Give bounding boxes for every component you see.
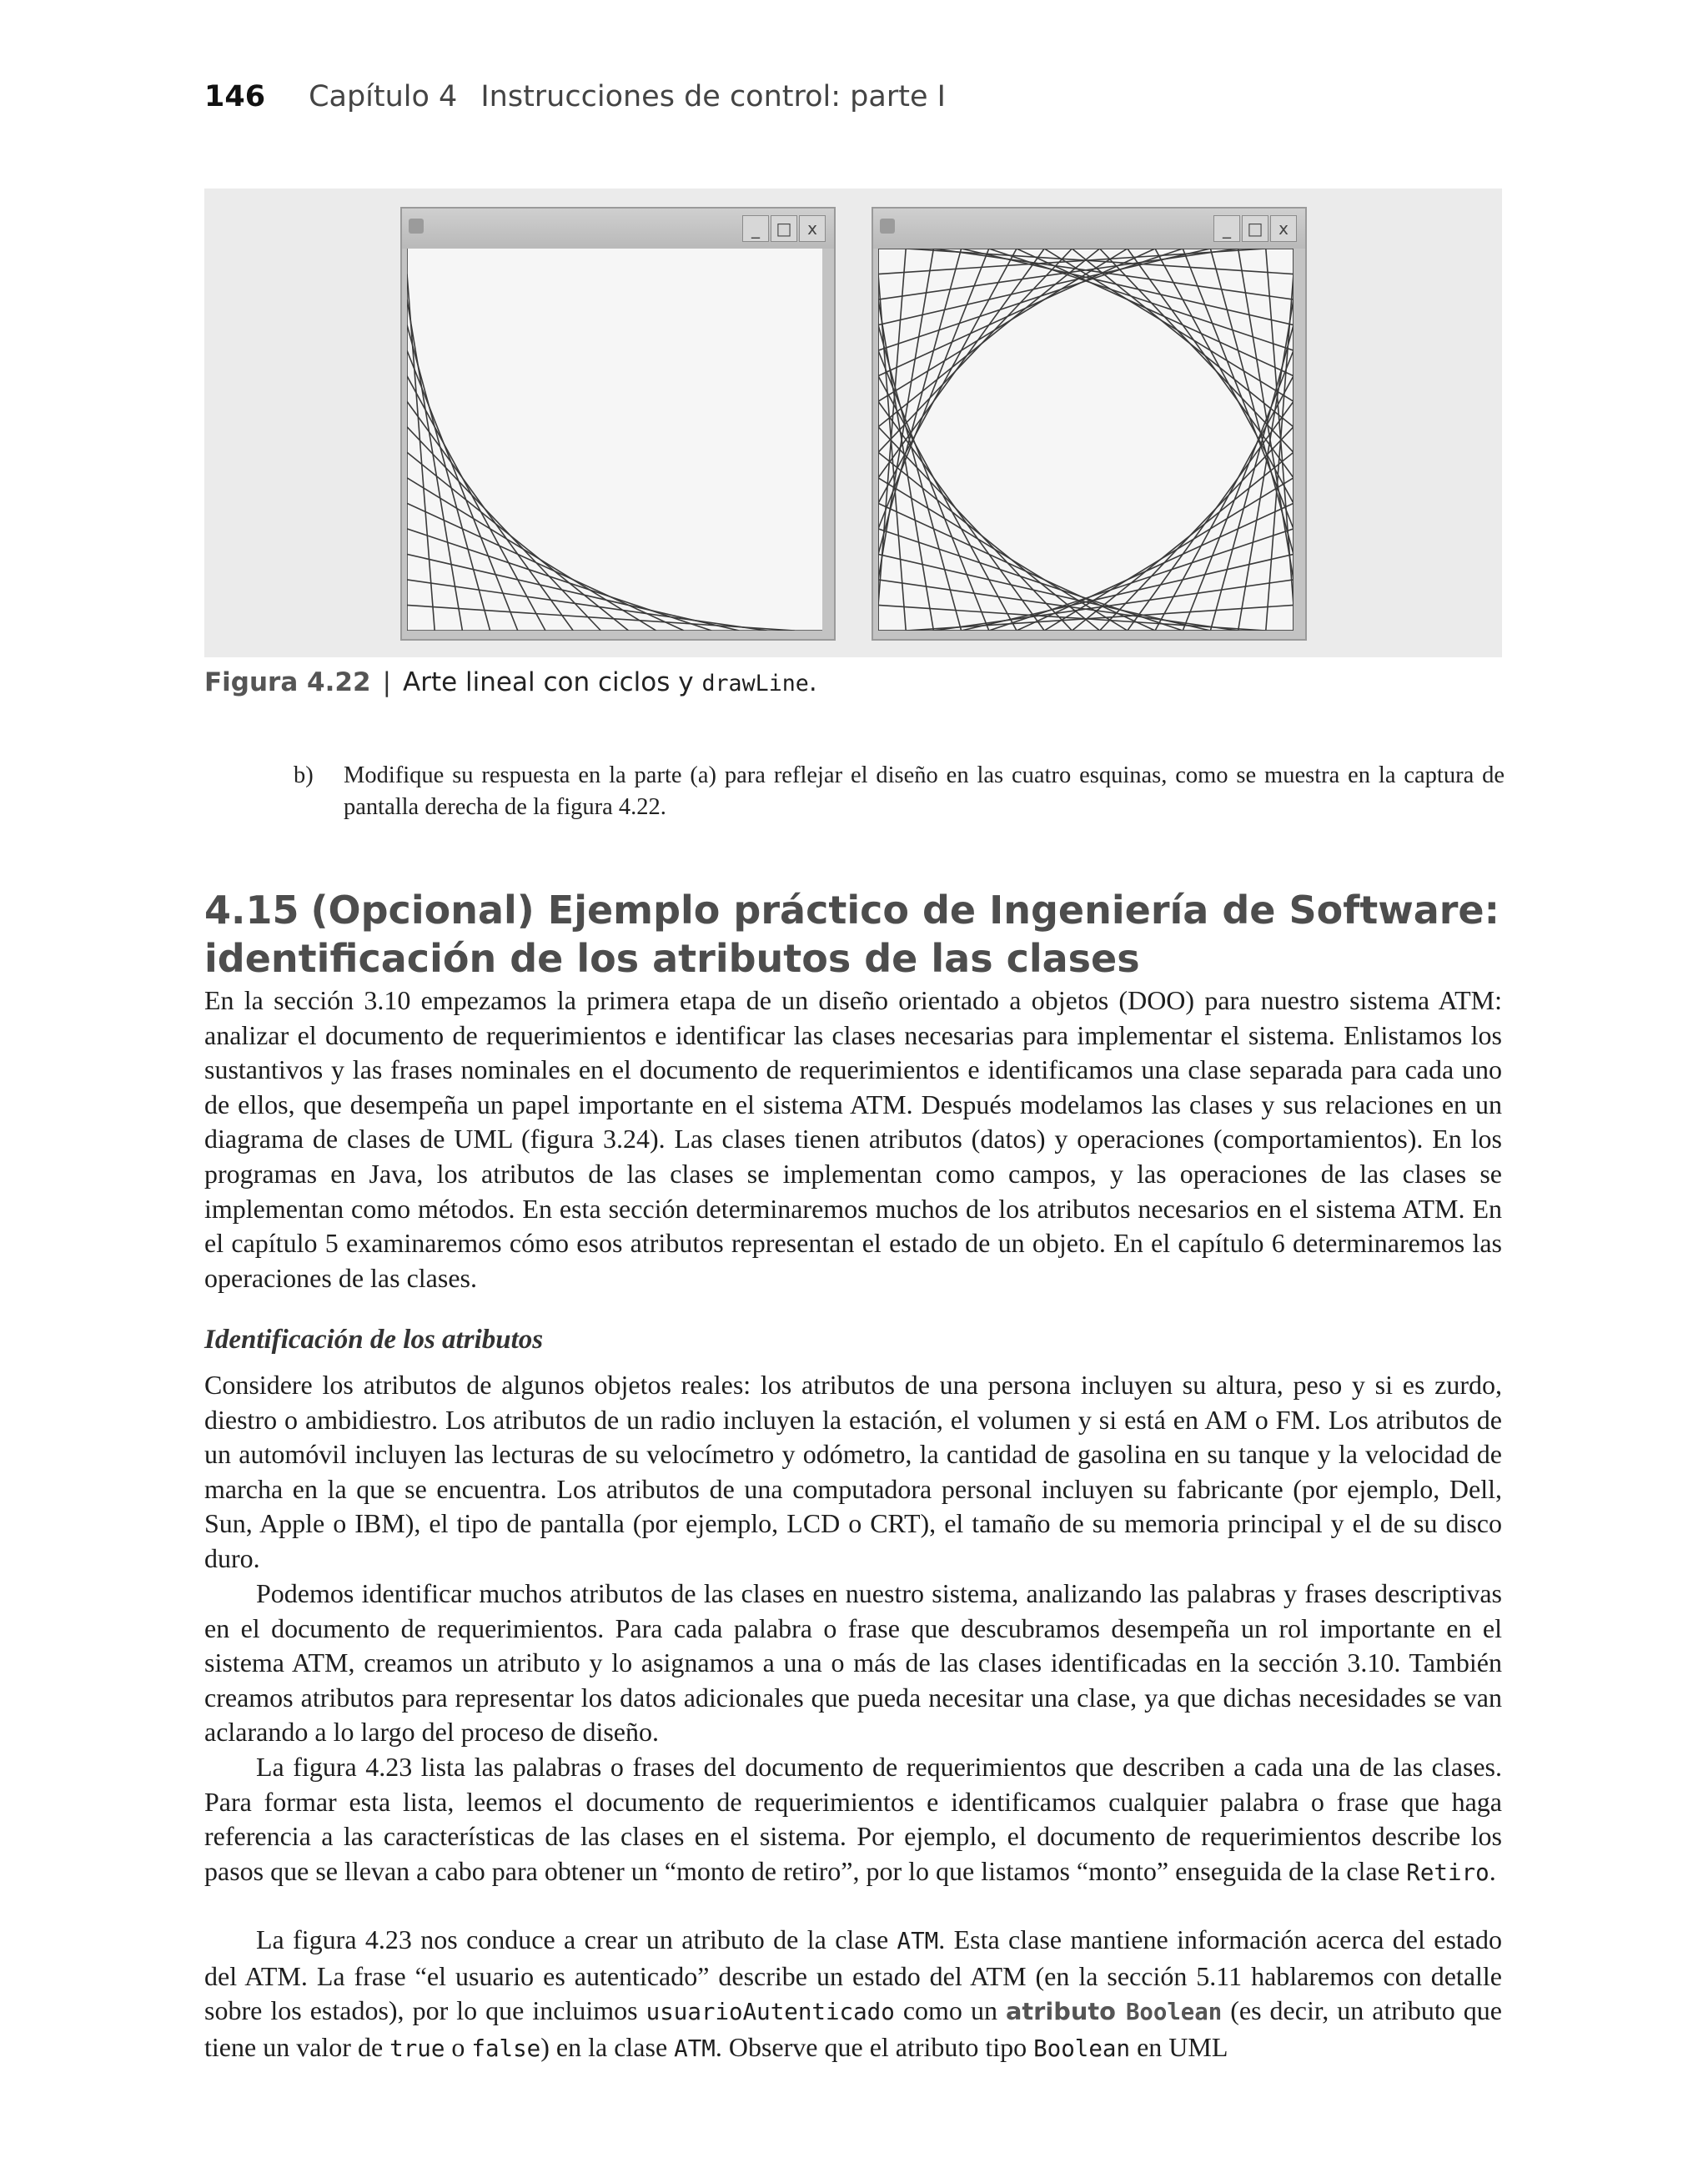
- intro-paragraph: En la sección 3.10 empezamos la primera etapa de un diseño orientado a objetos (DOO) para nuestro sistema ATM: analizar el documento de requerimientos e identificar las clases necesarias para implementar el sistema. Enlistamos los sustantivos y las frases nominales en el documento de requerimientos e identificamos una clase separada para cada uno de ellos, que desempeña un papel importante en el sistema ATM. Después modelamos las clases y sus relaciones en un diagrama de clases de UML (figura 3.24). Las clases tienen atributos (datos) y operaciones (comportamientos). En los programas en Java, los atributos de las clases se implementan como campos, y las operaciones de las clases se implementan como métodos. En esta sección determinaremos muchos de los atributos necesarios en el sistema ATM. En el capítulo 5 examinaremos cómo esos atributos representan el estado de un objeto. En el capítulo 6 determinaremos las operaciones de las clases.: [204, 985, 1502, 1293]
- item-letter: b): [294, 762, 314, 788]
- code-true: true: [389, 2035, 445, 2062]
- window-title-bar: [402, 209, 834, 249]
- line-art-stroke: [407, 452, 629, 631]
- subsection-heading: Identificación de los atributos: [204, 1325, 544, 1355]
- maximize-button[interactable]: □: [771, 215, 797, 242]
- line-art-canvas-left: [407, 249, 822, 631]
- section-number: 4.15: [204, 888, 299, 933]
- key-term-boolean-attribute: atributo Boolean: [1005, 1997, 1223, 2026]
- page-number: 146: [204, 80, 266, 113]
- window-title-bar: [873, 209, 1305, 249]
- line-art-stroke: [1017, 249, 1294, 376]
- left-screenshot-window: [400, 207, 836, 641]
- caption-text: Arte lineal con ciclos y: [403, 667, 702, 697]
- line-art-stroke: [878, 249, 1155, 376]
- line-art-stroke: [407, 427, 600, 631]
- caption-code: drawLine: [701, 671, 809, 697]
- chapter-title: Instrucciones de control: parte I: [480, 80, 946, 113]
- line-art-stroke: [878, 452, 1100, 631]
- chapter-label: Capítulo 4: [309, 80, 458, 113]
- maximize-button[interactable]: □: [1242, 215, 1268, 242]
- close-button[interactable]: x: [799, 215, 826, 242]
- exercise-item-b: [294, 760, 1505, 823]
- code-usuario-autenticado: usuarioAutenticado: [646, 1999, 895, 2026]
- line-art-stroke: [878, 427, 1072, 631]
- java-app-icon: [880, 219, 895, 234]
- minimize-button[interactable]: _: [1213, 215, 1240, 242]
- line-art-stroke: [407, 376, 545, 631]
- running-head: [204, 80, 946, 113]
- line-art-one-corner: [407, 249, 822, 631]
- code-atm: ATM: [674, 2035, 716, 2062]
- section-title: (Opcional) Ejemplo práctico de Ingeniería de Software: identificación de los atributos de las clases: [204, 888, 1500, 981]
- figure-4-22: [204, 189, 1502, 657]
- caption-separator: |: [382, 667, 392, 697]
- line-art-stroke: [1100, 427, 1294, 631]
- code-retiro: Retiro: [1406, 1859, 1489, 1886]
- close-button[interactable]: x: [1270, 215, 1297, 242]
- line-art-stroke: [878, 249, 1017, 503]
- paragraph-identify-attributes: Podemos identificar muchos atributos de las clases en nuestro sistema, analizando las palabras y frases descriptivas en el documento de requerimientos. Para cada palabra o frase que descubramos desempeña un rol importante en el sistema ATM, creamos un atributo y lo asignamos a una o más de las clases identificadas en la sección 3.10. También creamos atributos para representar los datos adicionales que pueda necesitar una clase, ya que dichas necesidades se van aclarando a lo largo del proceso de diseño.: [204, 1578, 1502, 1748]
- code-atm: ATM: [897, 1928, 939, 1954]
- line-art-stroke: [1072, 452, 1294, 631]
- code-boolean: Boolean: [1033, 2035, 1131, 2062]
- paragraph-attributes-examples: Considere los atributos de algunos objetos reales: los atributos de una persona incluyen su altura, peso y si es zurdo, diestro o ambidiestro. Los atributos de un radio incluyen la estación, el volumen y si está en AM o FM. Los atributos de un automóvil incluyen las lecturas de su velocímetro y odómetro, la cantidad de gasolina en su tanque y la velocidad de marcha en la que se encuentra. Los atributos de una computadora personal incluyen su fabricante (por ejemplo, Dell, Sun, Apple o IBM), el tipo de pantalla (por ejemplo, LCD o CRT), el tamaño de su memoria principal y el de su disco duro.: [204, 1370, 1502, 1573]
- line-art-four-corners: [878, 249, 1294, 631]
- figure-label: Figura 4.22: [204, 667, 371, 697]
- line-art-stroke: [878, 249, 1100, 427]
- line-art-stroke: [878, 503, 1155, 631]
- line-art-stroke: [1100, 249, 1294, 452]
- figure-caption: Figura 4.22 | Arte lineal con ciclos y drawLine.: [204, 667, 817, 697]
- line-art-stroke: [1072, 249, 1294, 427]
- code-false: false: [471, 2035, 541, 2062]
- paragraph-figure-4-23: La figura 4.23 lista las palabras o frases del documento de requerimientos que describen a cada una de las clases. Para formar esta lista, leemos el documento de requerimientos e identificamos cualquier palabra o frase que haga referencia a las características de las clases en el sistema. Por ejemplo, el documento de requerimientos describe los pasos que se llevan a cabo para obtener un “monto de retiro”, por lo que listamos “monto” enseguida de la clase Retiro.: [204, 1752, 1502, 1886]
- line-art-stroke: [878, 249, 1072, 452]
- line-art-stroke: [407, 325, 490, 631]
- line-art-stroke: [1017, 503, 1294, 631]
- paragraph-atm-attribute: La figura 4.23 nos conduce a crear un atributo de la clase ATM. Esta clase mantiene información acerca del estado del ATM. La frase “el usuario es autenticado” describe un estado del ATM (en la sección 5.11 hablaremos con detalle sobre los estados), por lo que incluimos usuarioAutenticado como un atributo Boolean (es decir, un atributo que tiene un valor de true o false) en la clase ATM. Observe que el atributo tipo Boolean en UML: [204, 1924, 1503, 2062]
- item-text: Modifique su respuesta en la parte (a) para reflejar el diseño en las cuatro esquinas, como se muestra en la captura de pantalla derecha de la figura 4.22.: [344, 762, 1505, 820]
- line-art-stroke: [1155, 376, 1294, 631]
- line-art-stroke: [878, 376, 1017, 631]
- line-art-stroke: [407, 503, 684, 631]
- line-art-canvas-right: [878, 249, 1294, 631]
- minimize-button[interactable]: _: [742, 215, 769, 242]
- line-art-stroke: [1155, 249, 1294, 503]
- section-heading: [204, 886, 1505, 983]
- right-screenshot-window: [872, 207, 1307, 641]
- java-app-icon: [409, 219, 424, 234]
